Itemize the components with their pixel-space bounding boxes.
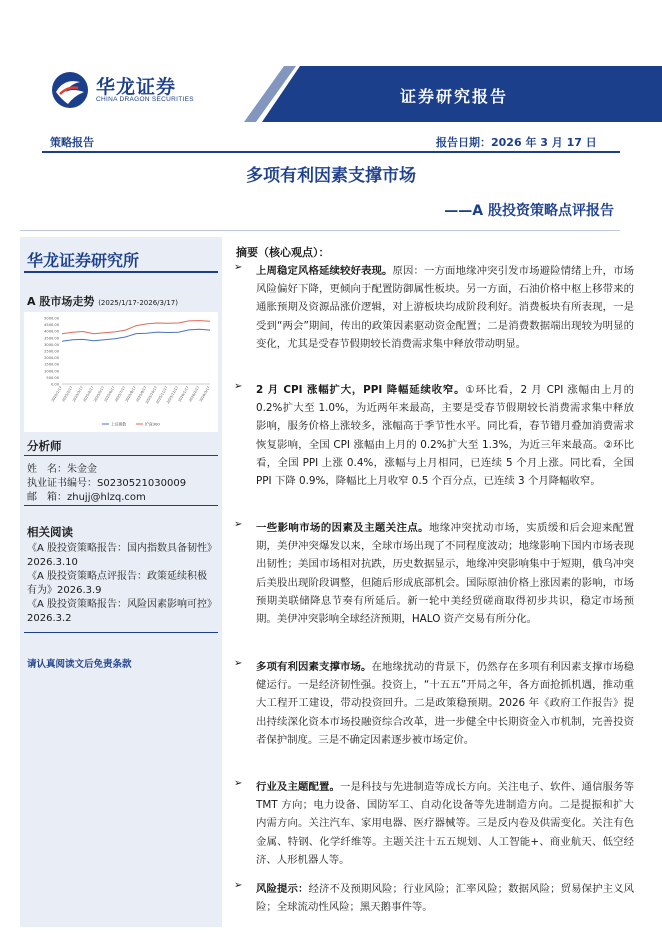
y-tick-label: 0.00	[50, 382, 59, 387]
key-point-text: 原因：一方面地缘冲突引发市场避险情绪上升，市场风险偏好下降，更倾向于配置防御属性板块。另一方面，石油价格中枢上移带来的通胀预期及资源品涨价逻辑，对上游板块均成阶段利好。消费板块有所表现，一是受到“两会”期间，传出的政策因素驱动资金配置；二是消费数据端出现较为明显的变化，尤其是受春节假期较长消费需求集中释放带动明显。	[256, 265, 635, 350]
x-tick-label: 2025/8/17	[124, 385, 137, 403]
banner-label: 证券研究报告	[400, 87, 509, 106]
legend-label: 沪深300	[145, 421, 160, 427]
key-point-lead: 多项有利因素支撑市场。	[256, 661, 372, 673]
y-tick-label: 1500.00	[44, 362, 59, 367]
legend-label: 上证指数	[111, 421, 127, 427]
key-point-text: 经济不及预期风险；行业风险；汇率风险；数据风险；贸易保护主义风险；全球流动性风险；黑天鹅事件等。	[256, 883, 634, 914]
y-tick-label: 3500.00	[44, 336, 59, 341]
chart-title-text: A 股市场走势	[27, 295, 95, 308]
report-subtitle: ——A 股投资策略点评报告	[444, 203, 614, 219]
analyst-name-value: 朱金金	[67, 464, 97, 475]
analyst-divider	[24, 455, 218, 456]
arrow-bullet-icon: ➢	[234, 880, 243, 891]
analyst-license-value: S0230521030009	[97, 478, 187, 489]
market-trend-chart	[24, 312, 218, 432]
x-tick-label: 2025/4/17	[82, 385, 95, 403]
key-point-text: 一是科技与先进制造等成长方向。关注电子、软件、通信服务等 TMT 方向；电力设备、国防军工、自动化设备等先进制造方向。二是提振和扩大内需方向。关注汽车、家用电器、医疗器械等。三是反内卷及供需变化。关注有色金属、特钢、化学纤维等。主题关注十五五规划、人工智能+、商业航天、低空经济、人形机器人等。	[256, 781, 635, 866]
analyst-email-row	[27, 488, 146, 503]
key-point-3	[234, 519, 634, 628]
key-point-lead: 一些影响市场的因素及主题关注点。	[256, 522, 429, 534]
analyst-license-row	[27, 474, 186, 489]
key-point-text: 地缘冲突扰动市场，实质缓和后会迎来配置期，美伊冲突爆发以来，全球市场出现了不同程度波动；地缘影响下国内市场表现出韧性；美国市场相对抗跌，历史数据显示，地缘冲突影响集中于短期，俄乌冲突后美股出现阶段调整，但随后形成底部机会。国际原油价格上涨因素的影响，市场预期美联储降息节奏有所延后。新一轮中美经贸磋商取得初步共识，稳定市场预期。美伊冲突影响全球经济预期，HALO 资产交易有所分化。	[256, 522, 635, 626]
key-point-5	[234, 778, 634, 869]
arrow-bullet-icon: ➢	[234, 658, 243, 669]
disclaimer-note: 请认真阅读文后免责条款	[27, 659, 132, 670]
key-point-2	[234, 381, 634, 490]
analyst-bottom-divider	[24, 505, 218, 506]
related-heading: 相关阅读	[27, 525, 73, 539]
institute-name: 华龙证券研究所	[27, 251, 140, 270]
analyst-license-key: 执业证书编号：	[27, 478, 97, 489]
y-tick-label: 4500.00	[44, 323, 59, 328]
analyst-heading: 分析师	[27, 439, 62, 453]
key-point-lead: 2 月 CPI 涨幅扩大，PPI 降幅延续收窄。	[256, 384, 466, 396]
y-tick-label: 4000.00	[44, 329, 59, 334]
key-point-lead: 行业及主题配置。	[256, 781, 341, 793]
x-tick-label: 2025/7/17	[114, 385, 127, 403]
x-tick-label: 2025/2/17	[61, 385, 74, 403]
report-category: 策略报告	[50, 136, 94, 149]
related-divider	[24, 632, 218, 633]
related-item[interactable]: 《A 股投资策略点评报告：政策延续积极有为》2026.3.9	[27, 571, 208, 596]
key-point-text: ①环比看，2 月 CPI 涨幅由上月的 0.2%扩大至 1.0%，为近两年来最高，主要是受春节假期较长消费需求集中释放影响，服务价格上涨较多，涨幅高于季节性水平。同比看，春节错月叠加消费需求恢复影响，全国 CPI 涨幅由上月的 0.2%扩大至 1.3%，为近三年来最高。②环比看，全国 PPI 上涨 0.4%，涨幅与上月相同，已连续 5 个月上涨。同比看，全国 PPI 下降 0.9%，降幅比上月收窄 0.5 个百分点，已连续 3 个月降幅收窄。	[256, 384, 634, 488]
y-tick-label: 5000.00	[44, 316, 59, 321]
arrow-bullet-icon: ➢	[234, 519, 243, 530]
x-tick-label: 2025/10/17	[144, 385, 159, 405]
analyst-email-link[interactable]: zhujj@hlzq.com	[67, 492, 146, 503]
x-tick-label: 2026/1/17	[177, 385, 190, 403]
key-point-text: 在地缘扰动的背景下，仍然存在多项有利因素支撑市场稳健运行。一是经济韧性强。投资上，“十五五”开局之年，各方面抢抓机遇，推动重大工程开工建设，带动投资回升。二是政策稳预期。2026 年《政府工作报告》提出持续深化资本市场投融资综合改革，进一步健全中长期资金入市机制，完善投资者保护制度。三是不确定因素逐步被市场定价。	[256, 661, 635, 746]
x-tick-label: 2025/11/17	[155, 385, 169, 405]
analyst-email-key: 邮 箱：	[27, 492, 67, 503]
x-tick-label: 2025/6/17	[103, 385, 116, 403]
abstract-label: 摘要（核心观点）：	[236, 246, 330, 259]
related-item[interactable]: 《A 股投资策略报告：风险因素影响可控》2026.3.2	[27, 599, 213, 624]
x-tick-label: 2026/2/17	[188, 385, 201, 403]
y-tick-label: 1000.00	[44, 369, 59, 374]
sidebar-divider	[24, 271, 218, 273]
chart-title	[27, 293, 178, 309]
brand-name: 华龙证券	[96, 76, 177, 98]
dragon-logo-icon	[50, 70, 90, 110]
arrow-bullet-icon: ➢	[234, 262, 243, 273]
y-tick-label: 3000.00	[44, 342, 59, 347]
y-tick-label: 500.00	[46, 375, 59, 380]
related-item[interactable]: 《A 股投资策略报告：国内指数具备韧性》2026.3.10	[27, 543, 213, 568]
key-point-lead: 风险提示：	[256, 883, 309, 895]
x-tick-label: 2026/3/17	[198, 385, 211, 403]
x-tick-label: 2025/5/17	[92, 385, 106, 403]
x-tick-label: 2025/12/17	[165, 385, 180, 405]
arrow-bullet-icon: ➢	[234, 778, 243, 789]
chart-range: (2025/1/17-2026/3/17)	[98, 299, 178, 307]
x-tick-label: 2025/3/17	[71, 385, 85, 403]
report-title: 多项有利因素支撑市场	[246, 166, 416, 186]
analyst-name-row	[27, 460, 97, 475]
y-tick-label: 2500.00	[44, 349, 59, 354]
key-point-4	[234, 658, 634, 749]
x-tick-label: 2025/9/17	[135, 385, 148, 403]
key-point-1	[234, 262, 634, 353]
title-divider	[20, 230, 620, 231]
y-tick-label: 2000.00	[44, 356, 59, 361]
report-date: 报告日期：2026 年 3 月 17 日	[436, 136, 597, 149]
key-point-6	[234, 880, 634, 916]
header-divider	[42, 151, 620, 153]
analyst-name-key: 姓 名：	[27, 464, 67, 475]
x-tick-label: 2025/1/17	[50, 385, 63, 403]
brand-english: CHINA DRAGON SECURITIES	[96, 96, 194, 103]
arrow-bullet-icon: ➢	[234, 381, 243, 392]
key-point-lead: 上周稳定风格延续较好表现。	[256, 265, 393, 277]
